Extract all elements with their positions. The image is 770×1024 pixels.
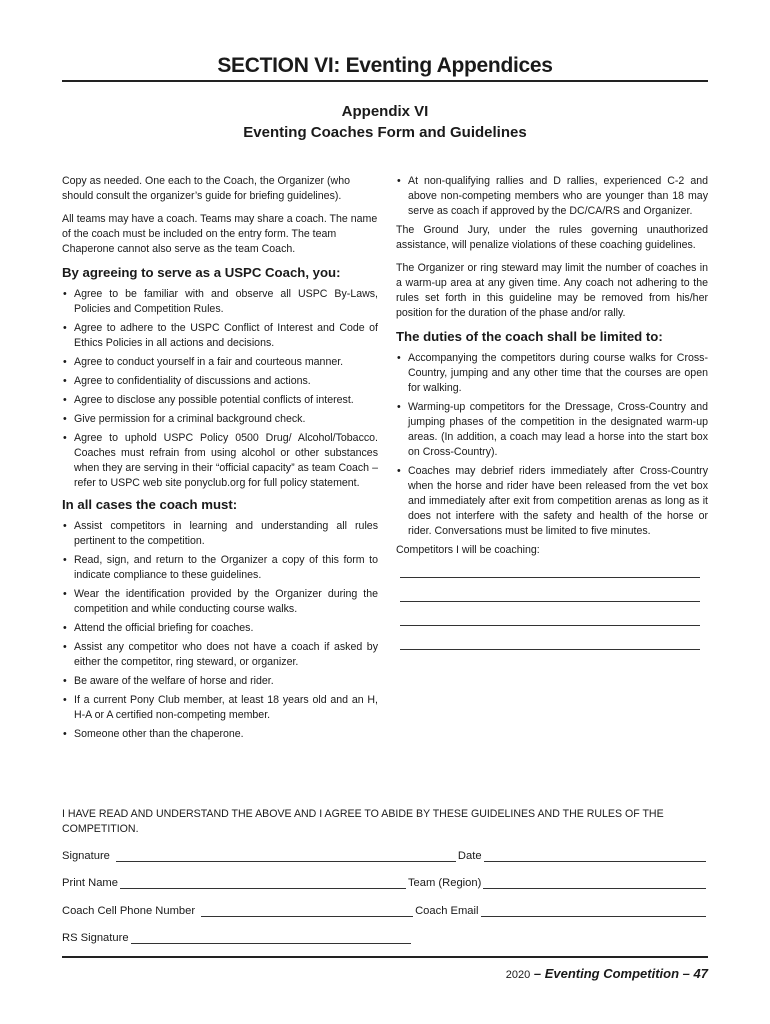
right-column	[396, 174, 708, 662]
list-item: • Wear the identification provided by the Organizer during the competition and while conducting course walks.	[63, 588, 378, 615]
print-name-field[interactable]	[120, 877, 406, 889]
list-item: • Agree to conduct yourself in a fair and courteous manner.	[63, 356, 344, 368]
cell-phone-field[interactable]	[201, 905, 413, 917]
duties-list	[396, 351, 708, 539]
must-list	[62, 519, 378, 742]
list-item: • Agree to disclose any possible potential conflicts of interest.	[63, 394, 354, 406]
list-item: • Assist any competitor who does not have a coach if asked by either the competitor, ring steward, or organizer.	[63, 641, 378, 668]
list-item: • Assist competitors in learning and understanding all rules pertinent to the competition.	[63, 520, 378, 547]
title-divider	[62, 80, 708, 82]
rs-signature-label: RS Signature	[62, 932, 129, 944]
list-item: • Give permission for a criminal background check.	[63, 413, 306, 425]
list-item: • Agree to confidentiality of discussions and actions.	[63, 375, 311, 387]
intro-paragraph-1: Copy as needed. One each to the Coach, the Organizer (who should consult the organizer’s guide for briefing guidelines).	[62, 175, 350, 202]
footer-divider	[62, 956, 708, 958]
page-number: 47	[693, 966, 708, 981]
cell-phone-label: Coach Cell Phone Number	[62, 905, 196, 917]
organizer-paragraph: The Organizer or ring steward may limit the number of coaches in a warm-up area at any given time. Any coach not adhering to the rules set forth in this guideline may be removed from his/her position for the duration of the phase and/or rally.	[396, 262, 708, 319]
list-item: • If a current Pony Club member, at least 18 years old and an H, H-A or A certified non-competing member.	[63, 694, 378, 721]
agree-heading: By agreeing to serve as a USPC Coach, you:	[62, 265, 341, 280]
list-item: • Warming-up competitors for the Dressage, Cross-Country and jumping phases of the competition in the designated warm-up areas. (In addition, a coach may lead a horse into the start box on Cross-Country).	[397, 401, 708, 458]
rs-signature-row	[62, 928, 708, 944]
list-item: • Attend the official briefing for coaches.	[63, 622, 254, 634]
list-item: • Read, sign, and return to the Organizer a copy of this form to indicate compliance to these guidelines.	[63, 554, 378, 581]
date-label: Date	[457, 850, 482, 862]
print-name-label: Print Name	[62, 877, 118, 889]
competitors-label: Competitors I will be coaching:	[396, 544, 540, 556]
competitor-line-2[interactable]	[400, 590, 700, 602]
date-field[interactable]	[484, 850, 706, 862]
left-column	[62, 174, 378, 746]
page-subtitle: Eventing Coaches Form and Guidelines	[243, 124, 527, 141]
list-item: • Be aware of the welfare of horse and rider.	[63, 675, 274, 687]
signature-field[interactable]	[116, 850, 456, 862]
coach-email-field[interactable]	[481, 905, 707, 917]
intro-paragraph-2: All teams may have a coach. Teams may share a coach. The name of the coach must be included on the entry form. The team Chaperone cannot also serve as the team Coach.	[62, 213, 378, 255]
print-name-row	[62, 873, 708, 889]
section-title: SECTION VI: Eventing Appendices	[217, 54, 553, 77]
agree-list	[62, 287, 378, 491]
coach-email-label: Coach Email	[415, 905, 479, 917]
list-item: • Accompanying the competitors during course walks for Cross-Country, jumping and any other time that the courses are open for walking.	[397, 352, 708, 394]
page-footer	[506, 966, 708, 981]
footer-year: 2020	[505, 969, 531, 981]
ground-jury-paragraph: The Ground Jury, under the rules governing unauthorized assistance, will penalize violations of these coaching guidelines.	[396, 224, 708, 251]
agreement-statement: I HAVE READ AND UNDERSTAND THE ABOVE AND I AGREE TO ABIDE BY THESE GUIDELINES AND THE RULES OF THE COMPETITION.	[62, 808, 664, 835]
contact-row	[62, 901, 708, 917]
duties-heading: The duties of the coach shall be limited to:	[396, 329, 663, 344]
list-item: • Agree to uphold USPC Policy 0500 Drug/ Alcohol/Tobacco. Coaches must refrain from using alcohol or other substances when they are serving in their “official capacity” as team Coach – refer to USPC web site ponyclub.org for full policy statement.	[63, 432, 378, 489]
competitor-line-4[interactable]	[400, 638, 700, 650]
team-region-label: Team (Region)	[407, 877, 482, 889]
list-item: • At non-qualifying rallies and D rallies, experienced C-2 and above non-competing members who are younger than 18 may serve as coach if approved by the DC/CA/RS and Organizer.	[397, 175, 708, 217]
competitor-line-1[interactable]	[400, 566, 700, 578]
must-heading: In all cases the coach must:	[62, 497, 238, 512]
signature-row	[62, 846, 708, 862]
team-region-field[interactable]	[483, 877, 706, 889]
appendix-heading: Appendix VI	[341, 103, 429, 120]
rs-signature-field[interactable]	[131, 932, 411, 944]
list-item: • Agree to adhere to the USPC Conflict of Interest and Code of Ethics Policies in all actions and decisions.	[63, 322, 378, 349]
continued-list	[396, 174, 708, 219]
list-item: • Agree to be familiar with and observe all USPC By-Laws, Policies and Competition Rules.	[63, 288, 378, 315]
footer-dash-1: –	[533, 966, 542, 981]
list-item: • Someone other than the chaperone.	[63, 728, 244, 740]
list-item: • Coaches may debrief riders immediately after Cross-Country when the horse and rider have been released from the vet box and immediately after exit from competition arenas as long as it does not interfere with the safety and health of the horse or rider. Conversations must be limited to five minutes.	[397, 465, 708, 537]
footer-title: Eventing Competition	[544, 966, 680, 981]
competitor-line-3[interactable]	[400, 614, 700, 626]
signature-label: Signature	[62, 850, 110, 862]
footer-dash-2: –	[682, 966, 690, 981]
